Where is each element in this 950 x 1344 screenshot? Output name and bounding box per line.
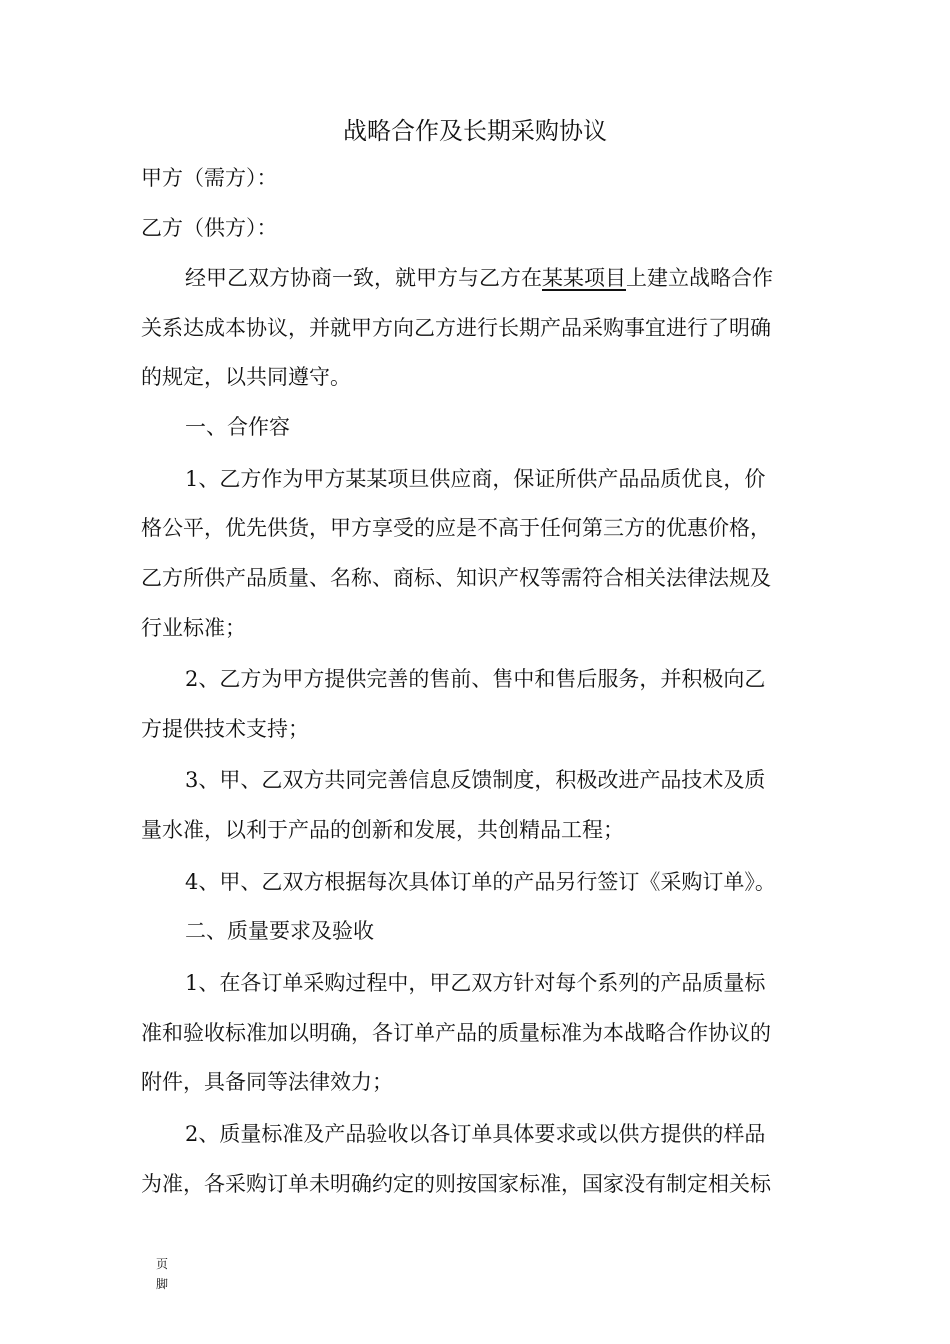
footer-char-1: 页 bbox=[155, 1257, 168, 1271]
project-name-field: 某某项目 bbox=[542, 266, 626, 290]
clause-1-1-line-2: 格公平，优先供货，甲方享受的应是不高于任何第三方的优惠价格， bbox=[141, 516, 771, 540]
page-footer bbox=[154, 1254, 170, 1294]
clause-2-1-line-3: 附件，具备同等法律效力； bbox=[141, 1070, 393, 1094]
clause-2-2-line-1: 2、质量标准及产品验收以各订单具体要求或以供方提供的样品 bbox=[185, 1122, 766, 1146]
clause-1-3-line-1: 3、甲、乙双方共同完善信息反馈制度，积极改进产品技术及质 bbox=[185, 768, 766, 792]
footer-char-2: 脚 bbox=[155, 1277, 168, 1291]
clause-2-1-line-1: 1、在各订单采购过程中，甲乙双方针对每个系列的产品质量标 bbox=[185, 971, 766, 995]
clause-1-2-line-2: 方提供技术支持； bbox=[141, 717, 309, 741]
clause-1-2-line-1: 2、乙方为甲方提供完善的售前、售中和售后服务，并积极向乙 bbox=[185, 667, 766, 691]
party-a-label: 甲方（需方）： bbox=[141, 166, 278, 190]
clause-2-2-line-2: 为准，各采购订单未明确约定的则按国家标准，国家没有制定相关标 bbox=[141, 1172, 771, 1196]
clause-2-1-line-2: 准和验收标准加以明确，各订单产品的质量标准为本战略合作协议的 bbox=[141, 1021, 771, 1045]
clause-1-4-line-1: 4、甲、乙双方根据每次具体订单的产品另行签订《采购订单》。 bbox=[185, 870, 776, 894]
intro-text: 上建立战略合作 bbox=[626, 266, 773, 290]
intro-line-2: 关系达成本协议，并就甲方向乙方进行长期产品采购事宜进行了明确 bbox=[141, 316, 771, 340]
clause-1-3-line-2: 量水准，以利于产品的创新和发展，共创精品工程； bbox=[141, 818, 624, 842]
document-title: 战略合作及长期采购协议 bbox=[343, 117, 607, 145]
intro-text: 经甲乙双方协商一致，就甲方与乙方在 bbox=[185, 266, 542, 290]
clause-1-1-line-4: 行业标准； bbox=[141, 616, 246, 640]
intro-line-1 bbox=[185, 263, 875, 293]
intro-line-3: 的规定，以共同遵守。 bbox=[141, 365, 351, 389]
clause-1-1-line-3: 乙方所供产品质量、名称、商标、知识产权等需符合相关法律法规及 bbox=[141, 566, 771, 590]
party-b-label: 乙方（供方）： bbox=[141, 216, 278, 240]
section-heading-quality: 二、质量要求及验收 bbox=[185, 919, 374, 943]
clause-1-1-line-1: 1、乙方作为甲方某某项旦供应商，保证所供产品品质优良，价 bbox=[185, 467, 766, 491]
section-heading-cooperation: 一、合作容 bbox=[185, 415, 290, 439]
